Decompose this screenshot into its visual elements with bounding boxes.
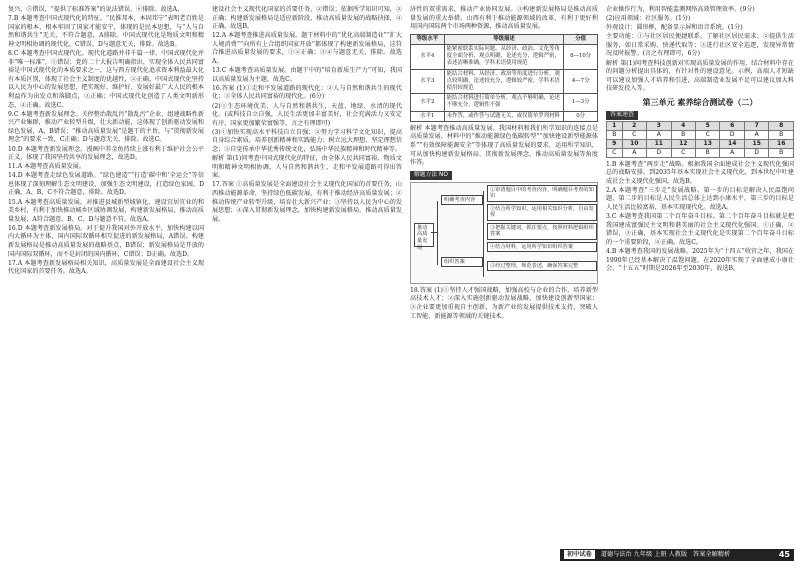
table-cell: 8—10分 [564,44,598,69]
answer-cell: 10 [622,139,646,148]
answer-cell: D [720,130,744,139]
answer-cell: 9 [607,139,623,148]
answer-paragraph: 解析 第(1)问考查中国式现代化的特征，由全体人民共同富裕、物质文明和精神文明相协调、人与自然和谐共生、走和平发展道路可得出答案。 [212,155,402,180]
answer-paragraph: 7.B 本题考查中国式现代化的特征。“民惟邦本，本固邦宁”表明老百姓是国家的根本，根本牢固了国家才能安宁，体现的是民本思想，与“人与自然和谐共生”无关，不符合题意，A排除。中国式现代化是物质文明和精神文明相协调的现代化，C错误。D与题意无关，排除。故选B。 [8,15,204,48]
answer-cell: 12 [671,139,695,148]
answer-cell: B [769,130,794,139]
table-cell: 未作答，或作答与试题无关，或仅简单罗列材料 [444,111,564,121]
table-row [411,111,598,121]
answer-paragraph: 主要功能：①与社区居民便捷联系，了解社区居民需求；②提供生活服务，如日常采购、快递代取等；③进行社区安全巡逻，发现异常情况及时报警。(言之有理即可，6分) [606,33,794,58]
answer-cell: 11 [647,139,671,148]
answer-paragraph: 8.C 本题考查中国式现代化。现代化道路并非千篇一律，中国式现代化并非“唯一标准”，①错误；党的二十大报告明确指出，实现全体人民共同富裕是中国式现代化的本质要求之一，这与西方现代化追求资本利益最大化有本质区别，体现了社会主义制度的优越性，②正确。中国式现代化坚持以人民为中心的发展思想，把实现好、维护好、发展好最广大人民的根本利益作为出发点和落脚点，③正确；中国式现代化创造了人类文明新形态，④正确。故选C。 [8,49,204,109]
table-cell: 能紧密联系实际问题，从经济、政治、文化等角度全面分析，观点明确，论述充分，逻辑严密，表述清晰准确，学科术语使用规范 [444,44,564,69]
answer-paragraph: 10.D 本题考查新发展理念。漫画中养金鱼持续上涨有利于维护社会公平正义，体现了我国坚持共享的发展理念，故选D。 [8,145,204,162]
answer-cell: B [769,148,794,157]
table-cell: 0分 [564,111,598,121]
answer-cell: 4 [671,121,695,130]
answer-paragraph: 解析 本题考查推动高质量发展。我国材料和我们所学知识的连接点是高质量发展。材料中的“推动能源绿色低碳转型”“加快建设新型能源体系”“有效保障能源安全”等体现了高质量发展的要求，运用所学知识，可从加快构建新发展格局、贯彻新发展理念、推动高质量发展等角度作答。 [410,124,598,167]
column-4 [606,6,794,274]
answer-cell: 2 [622,121,646,130]
answer-cell: 13 [695,139,719,148]
answer-cell: A [647,130,671,139]
diagram-node-5: ⑤经过整理，规范表述，确保答案完整 [487,261,597,272]
answer-paragraph: 3.C 本题考查我国第二个百年奋斗目标。第二个百年奋斗目标就是把我国建成富强民主文明和谐美丽的社会主义现代化强国。①正确，②错误，③正确，基本实现社会主义现代化是实现第二个百年奋斗目标的一个重要阶段，④正确。故选C。 [606,213,794,246]
table-header: 等级水平 [411,34,445,44]
answer-paragraph: 11.A 本题考查高质量发展。 [8,163,85,171]
answer-paragraph: 2.A 本题考查“三步走”发展战略。第一步的目标是解决人民温饱问题，第二步的目标是人民生活总体上达到小康水平，第三步的目标是人民生活比较富裕，基本实现现代化。故选A。 [606,186,794,211]
answer-cell: 8 [769,121,794,130]
answer-cell: 1 [607,121,623,130]
answer-paragraph: 18.答案 (1)①坚持人才强国战略，加强高校与企业的合作，培养新型高技术人才；②深入实施创新驱动发展战略，加快建设创新型国家；③企业要更加重视自主创新，为新产业的发展提供技术支持，突破人工智能、新能源等领域的关键技术。 [410,286,598,320]
method-diagram [410,182,598,284]
answer-paragraph: 15.A 本题考查高质量发展。对推进县城新型城镇化，建设宜居宜业的和美乡村，有利于加快推动城乡区域协调发展，构建新发展格局，推动高质量发展，A符合题意。B、C、D与题意不符。故选A。 [8,198,204,223]
diagram-node-3: ③把握关键词，抓住要点，按照材料逻辑组织答案 [487,223,597,240]
table-header: 等级描述 [444,34,564,44]
footer-section: 答案全解精析 [693,551,731,558]
answer-paragraph: 14.D 本题考查走绿色发展道路。“绿色建造”“打造‘碳中和’全运会”等信息体现了深刻理解生态文明建设，加强生态文明建设，打造绿色家园，D正确，A、B、C不符合题意，排除。故选D。 [8,172,204,197]
answer-cell: C [622,130,646,139]
table-cell: 水平3 [411,69,445,94]
table-row [411,44,598,69]
footer-subject: 道德与法治 九年级 上册 人教版 [600,551,688,558]
answer-paragraph: 建设社会主义现代化国家的首要任务，②错误；依据所学知识可知，②正确；构建新发展格局是适应新阶段、推动高质量发展的战略抉择，④正确。故选B。 [212,6,402,31]
answer-cell: 5 [695,121,719,130]
answer-cell: A [744,130,768,139]
method-title: 解题方法 NO [410,171,452,180]
page-footer [560,549,794,561]
column-3 [410,6,598,322]
answer-paragraph: 企业操作行为，利用智能监测网络高效管理效率。(9分) [606,6,755,13]
table-cell: 1—3分 [564,94,598,111]
answer-cell: D [744,148,768,157]
diagram-node-2: ②结合所学知识，运用相关知识分析，自由发挥 [487,204,597,221]
answer-paragraph: 4.B 本题考查我国的发展战略。2025年为“十四五”收官之年，我国在1990年已经基本解决了温饱问题，在2020年实现了全面建成小康社会，“十五五”时期是2026年至2030年，故选B。 [606,247,794,273]
diagram-node-1: ①审清题目中的考查内容，明确题目考查的知识 [487,185,597,202]
page-number: 45 [778,550,790,559]
answer-cell: 3 [647,121,671,130]
answer-cell: 16 [769,139,794,148]
table-row [411,69,598,94]
answer-key-title: 答案速查 [606,111,638,120]
answer-key-table [606,121,794,158]
answer-cell: C [607,148,623,157]
answer-paragraph: 17.答案 ①高质量发展是全面建设社会主义现代化国家的首要任务，山西推动能源革命，坚持绿色低碳发展，有利于推动经济高质量发展；②推动传统产业转型升级，培育壮大新兴产业；③坚持以人民为中心的发展思想；④深入贯彻新发展理念，加快构建新发展格局，推动高质量发展。 [212,181,402,223]
series-badge: 初中试卷 [564,550,595,559]
diagram-left-top: 明确考查内容 [441,195,483,206]
answer-cell: 7 [744,121,768,130]
table-cell: 水平2 [411,94,445,111]
diagram-root: 推动高质量发展 [414,223,434,247]
answer-cell: 15 [744,139,768,148]
answer-cell: 14 [720,139,744,148]
diagram-left-bottom: 组织答案 [441,257,483,268]
unit-title: 第三单元 素养综合测试卷（二） [642,97,758,107]
answer-paragraph: 16.D 本题考查新发展格局。对于提升我国对外开放水平，加快构建以国内大循环为主体、国内国际双循环相互促进的新发展格局，A错误。构建新发展格局是推动高质量发展的战略基点，B错误；新发展格局是开放的国内国际双循环，而不是封闭的国内循环，C错误；D正确。故选D。 [8,224,204,258]
answer-paragraph: 外观设计：圆形框，配备显示屏和语音系统。(1分) [606,24,743,32]
answer-paragraph: (3)①加快实现高水平科技自立自强；②努力学习科学文化知识，提高自身综合素质，培养创新精神和实践能力；树立远大理想，坚定理想信念；③自觉传承中华优秀传统文化，弘扬中华民族精神和时代精神等。 [212,128,402,153]
answer-paragraph: 复兴，⑤错误，“提供了标准答案”的说法错误，⑥排除。故选A。 [8,6,184,13]
answer-paragraph: 16.答案 (1)①走和平发展道路的现代化；②人与自然和谐共生的现代化；③全体人民共同富裕的现代化。(6分) [212,84,402,101]
answer-cell: B [607,130,623,139]
answer-cell: C [671,148,695,157]
diagram-node-4: ④结合材料，运用所学知识组织答案 [487,242,597,253]
answer-cell: B [695,148,719,157]
col3-top-text: 济性的双重需求，推动产业协同发展。③构建新发展格局是推动高质量发展的重大举措。山西有利于推动能源领域的改革，有利于更好利用国内国际两个市场两种资源，推动高质量发展。 [410,6,598,31]
table-header: 分值 [564,34,598,44]
column-1 [8,6,204,277]
answer-cell: A [720,148,744,157]
table-row [411,94,598,111]
table-cell: 水平1 [411,111,445,121]
answer-paragraph: 1.B 本题考查“两步走”战略。根据我国全面建成社会主义现代化强国总的战略安排，到2035年基本实现社会主义现代化，到本世纪中叶建成社会主义现代化强国，故选B。 [606,160,794,185]
table-cell: 能结合材料，从经济、政治等角度进行分析，观点较明确，论述较充分，逻辑较严密，学科术语使用较规范 [444,69,564,94]
table-cell: 水平4 [411,44,445,69]
answer-cell: C [695,130,719,139]
table-cell: 4—7分 [564,69,598,94]
column-2 [212,6,402,225]
answer-cell: A [622,148,646,157]
answer-cell: B [671,130,695,139]
answer-paragraph: 解析 第(1)问考查科技创新对实现高质量发展的作用，结合材料中存在的问题分析提出具体的，有针对性的建设意见。示例，高端人才短缺可以建议加强人才培养和引进，高端制造业发展不足可以建议加大科技研发投入等。 [606,59,794,93]
answer-paragraph: 17.A 本题考查新发展格局相关知识，高质量发展是全面建设社会主义现代化国家的首要任务。故选A。 [8,259,204,276]
answer-paragraph: 9.C 本题考查新发展理念。关停整治散乱污“散乱污”企业，组建战略性新兴产业集群，推动产业转型升级，壮大新动能，这体现了创新驱动发展和绿色发展，A、B错误；“推动高质量发展”是题干的主旨，与“贯彻新发展理念”的要求一致，C正确；D与题意无关，排除。故选C。 [8,110,204,144]
answer-paragraph: 12.A 本题考查推进高质量发展。题干材料中的“优化高端制造业”“扩大人境消费”“向所有上合组织国家开放”都体现了构建新发展格局，这符合推进高质量发展的要求，①②正确；③④与题意无关，排除。故选A。 [212,32,402,66]
scoring-table [410,34,598,122]
answer-cell: D [647,148,671,157]
answer-paragraph: (2)①生态环境优美，人与自然和谐共生，天蓝、地绿、水清的现代化。(或科技自立自强，人民生活更加丰富美好，社会充满活力又安定有序，国家更加繁荣富强等，言之有理即可) [212,102,402,127]
answer-cell: 6 [720,121,744,130]
answer-paragraph: (2)应用领域：社区服务。(1分) [606,15,691,23]
answer-paragraph: 13.C 本题考查高质量发展。由题干中的“培育新质生产力”可知，我国以高质量发展为主题，故选C。 [212,67,402,83]
table-cell: 能结合材料进行简单分析，观点不够明确，论述不够充分，逻辑性不强 [444,94,564,111]
